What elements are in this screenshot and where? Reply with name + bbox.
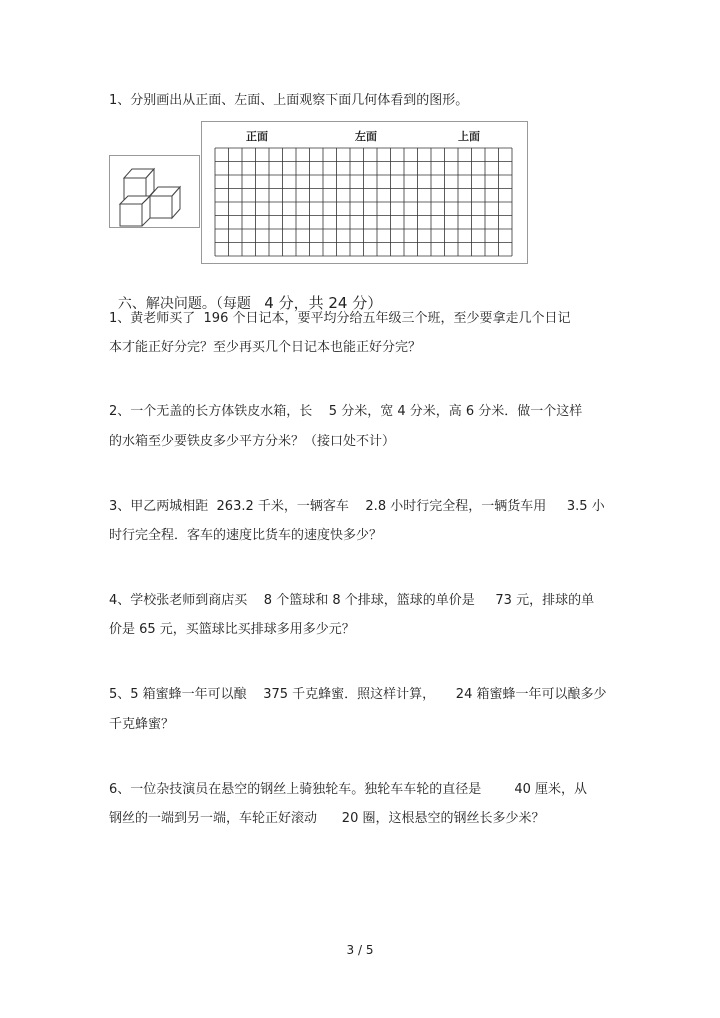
cube-figure-icon [110,156,199,227]
problem-6-line-1: 6、一位杂技演员在悬空的钢丝上骑独轮车。独轮车车轮的直径是 40 厘米，从 [109,782,588,797]
problem-1-line-1: 1、黄老师买了 196 个日记本，要平均分给五年级三个班，至少要拿走几个日记 [109,311,571,326]
problem-4-line-2: 价是 65 元，买篮球比买排球多用多少元？ [109,622,355,637]
problem-2-line-2: 的水箱至少要铁皮多少平方分米？（接口处不计） [109,434,396,449]
page-number: 3 / 5 [346,943,374,957]
problem-3-line-1: 3、甲乙两城相距 263.2 千米，一辆客车 2.8 小时行完全程，一辆货车用 3.5 小 [109,499,605,514]
problem-1-line-2: 本才能正好分完？至少再买几个日记本也能正好分完？ [109,340,422,355]
section-6-heading [109,276,382,313]
problem-5-line-1: 5、5 箱蜜蜂一年可以酿 375 千克蜂蜜．照这样计算， 24 箱蜜蜂一年可以酿多少 [109,687,607,702]
problem-3-line-2: 时行完全程．客车的速度比货车的速度快多少？ [109,528,383,543]
problem-6-line-2: 钢丝的一端到另一端，车轮正好滚动 20 圈，这根悬空的钢丝长多少米？ [109,811,545,826]
problem-4-line-1: 4、学校张老师到商店买 8 个篮球和 8 个排球，篮球的单价是 73 元，排球的单 [109,593,595,608]
solid-figure-box [109,155,200,228]
problem-5-line-2: 千克蜂蜜？ [109,717,175,732]
problem-2-line-1: 2、一个无盖的长方体铁皮水箱，长 5 分米，宽 4 分米，高 6 分米．做一个这样 [109,404,583,419]
front-view-label: 正面 [246,130,268,143]
question-1-text: 1、分别画出从正面、左面、上面观察下面几何体看到的图形。 [109,93,469,108]
section-6-heading-a: 六、解决问题。（每题 [117,296,251,312]
top-view-label: 上面 [458,130,480,143]
section-6-heading-b: 4 分，共 24 分） [264,294,383,312]
left-view-label: 左面 [355,130,377,143]
